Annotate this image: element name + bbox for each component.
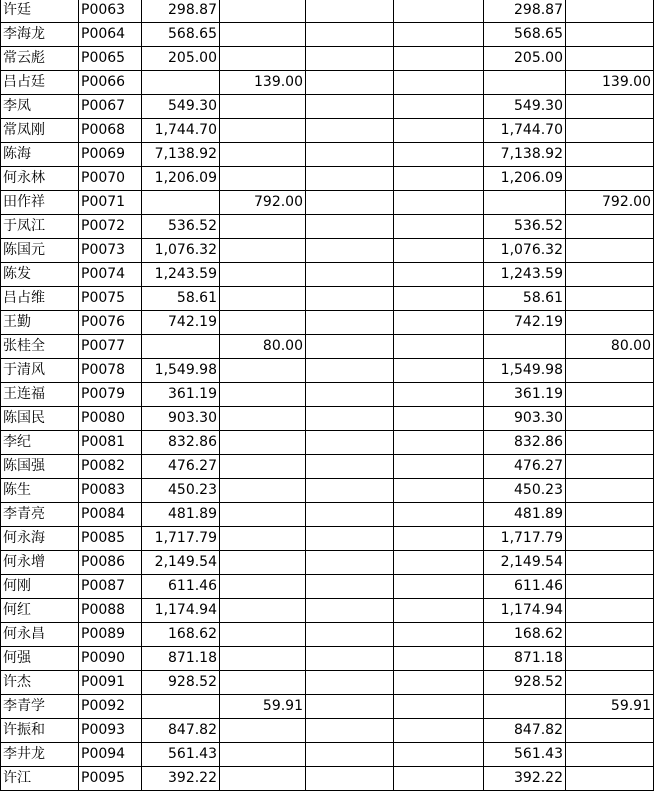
name-cell[interactable]: 何永昌: [1, 623, 79, 647]
total-cell[interactable]: 58.61: [484, 287, 566, 311]
amount-cell[interactable]: 1,206.09: [142, 167, 220, 191]
empty-cell[interactable]: [394, 743, 484, 767]
total-cell[interactable]: 832.86: [484, 431, 566, 455]
table-row: [1, 167, 654, 191]
empty-cell[interactable]: [394, 311, 484, 335]
amount-alt-cell[interactable]: [220, 671, 306, 695]
table-row: [1, 671, 654, 695]
total-cell[interactable]: 903.30: [484, 407, 566, 431]
name-cell[interactable]: 何永林: [1, 167, 79, 191]
name-cell[interactable]: 陈国民: [1, 407, 79, 431]
name-cell[interactable]: 李海龙: [1, 23, 79, 47]
employee-code-cell[interactable]: P0068: [79, 119, 142, 143]
total-cell[interactable]: 7,138.92: [484, 143, 566, 167]
empty-cell[interactable]: [394, 239, 484, 263]
amount-alt-cell[interactable]: [220, 359, 306, 383]
total-alt-cell[interactable]: [566, 407, 654, 431]
table-row: [1, 47, 654, 71]
table-row: [1, 647, 654, 671]
table-row: [1, 239, 654, 263]
total-alt-cell[interactable]: [566, 119, 654, 143]
total-cell[interactable]: 847.82: [484, 719, 566, 743]
amount-cell[interactable]: 168.62: [142, 623, 220, 647]
name-cell[interactable]: 于清风: [1, 359, 79, 383]
table-row: [1, 119, 654, 143]
empty-cell[interactable]: [394, 23, 484, 47]
total-alt-cell[interactable]: [566, 623, 654, 647]
empty-cell[interactable]: [394, 527, 484, 551]
amount-cell[interactable]: 450.23: [142, 479, 220, 503]
total-alt-cell[interactable]: [566, 47, 654, 71]
table-row: [1, 23, 654, 47]
total-alt-cell[interactable]: [566, 527, 654, 551]
employee-code-cell[interactable]: P0075: [79, 287, 142, 311]
total-alt-cell[interactable]: [566, 455, 654, 479]
total-cell[interactable]: 392.22: [484, 767, 566, 791]
empty-cell[interactable]: [306, 263, 394, 287]
table-row: [1, 623, 654, 647]
total-cell[interactable]: 568.65: [484, 23, 566, 47]
name-cell[interactable]: 李青亮: [1, 503, 79, 527]
total-alt-cell[interactable]: 59.91: [566, 695, 654, 719]
empty-cell[interactable]: [394, 479, 484, 503]
amount-cell[interactable]: 1,744.70: [142, 119, 220, 143]
employee-code-cell[interactable]: P0091: [79, 671, 142, 695]
amount-alt-cell[interactable]: [220, 0, 306, 23]
name-cell[interactable]: 吕占廷: [1, 71, 79, 95]
empty-cell[interactable]: [306, 239, 394, 263]
amount-cell[interactable]: 481.89: [142, 503, 220, 527]
empty-cell[interactable]: [394, 215, 484, 239]
total-cell[interactable]: [484, 335, 566, 359]
total-alt-cell[interactable]: 139.00: [566, 71, 654, 95]
empty-cell[interactable]: [394, 455, 484, 479]
empty-cell[interactable]: [306, 143, 394, 167]
total-alt-cell[interactable]: [566, 23, 654, 47]
employee-code-cell[interactable]: P0095: [79, 767, 142, 791]
empty-cell[interactable]: [394, 287, 484, 311]
amount-alt-cell[interactable]: 792.00: [220, 191, 306, 215]
empty-cell[interactable]: [306, 47, 394, 71]
name-cell[interactable]: 田作祥: [1, 191, 79, 215]
amount-alt-cell[interactable]: [220, 215, 306, 239]
employee-code-cell[interactable]: P0066: [79, 71, 142, 95]
total-cell[interactable]: 1,549.98: [484, 359, 566, 383]
name-cell[interactable]: 何永海: [1, 527, 79, 551]
empty-cell[interactable]: [394, 551, 484, 575]
empty-cell[interactable]: [306, 71, 394, 95]
empty-cell[interactable]: [306, 215, 394, 239]
table-row: [1, 335, 654, 359]
amount-cell[interactable]: 549.30: [142, 95, 220, 119]
employee-code-cell[interactable]: P0074: [79, 263, 142, 287]
table-row: [1, 719, 654, 743]
amount-cell[interactable]: [142, 695, 220, 719]
amount-cell[interactable]: 847.82: [142, 719, 220, 743]
total-cell[interactable]: 1,076.32: [484, 239, 566, 263]
employee-code-cell[interactable]: P0094: [79, 743, 142, 767]
empty-cell[interactable]: [394, 767, 484, 791]
empty-cell[interactable]: [306, 0, 394, 23]
empty-cell[interactable]: [394, 263, 484, 287]
total-cell[interactable]: 742.19: [484, 311, 566, 335]
table-row: [1, 143, 654, 167]
name-cell[interactable]: 李凤: [1, 95, 79, 119]
empty-cell[interactable]: [306, 311, 394, 335]
amount-cell[interactable]: 1,174.94: [142, 599, 220, 623]
empty-cell[interactable]: [306, 767, 394, 791]
empty-cell[interactable]: [306, 503, 394, 527]
total-cell[interactable]: 450.23: [484, 479, 566, 503]
empty-cell[interactable]: [306, 23, 394, 47]
empty-cell[interactable]: [306, 287, 394, 311]
employee-code-cell[interactable]: P0065: [79, 47, 142, 71]
amount-cell[interactable]: [142, 71, 220, 95]
total-alt-cell[interactable]: 80.00: [566, 335, 654, 359]
employee-code-cell[interactable]: P0084: [79, 503, 142, 527]
table-row: [1, 695, 654, 719]
table-row: [1, 479, 654, 503]
total-alt-cell[interactable]: [566, 0, 654, 23]
amount-alt-cell[interactable]: [220, 431, 306, 455]
name-cell[interactable]: 陈发: [1, 263, 79, 287]
empty-cell[interactable]: [394, 575, 484, 599]
total-cell[interactable]: 549.30: [484, 95, 566, 119]
amount-alt-cell[interactable]: [220, 167, 306, 191]
total-cell[interactable]: 611.46: [484, 575, 566, 599]
amount-cell[interactable]: 742.19: [142, 311, 220, 335]
total-alt-cell[interactable]: [566, 287, 654, 311]
name-cell[interactable]: 陈海: [1, 143, 79, 167]
empty-cell[interactable]: [394, 119, 484, 143]
total-cell[interactable]: 1,243.59: [484, 263, 566, 287]
empty-cell[interactable]: [306, 671, 394, 695]
name-cell[interactable]: 常凤刚: [1, 119, 79, 143]
amount-alt-cell[interactable]: [220, 263, 306, 287]
table-row: [1, 527, 654, 551]
total-cell[interactable]: 1,717.79: [484, 527, 566, 551]
empty-cell[interactable]: [394, 383, 484, 407]
table-row: [1, 359, 654, 383]
table-row: [1, 431, 654, 455]
employee-code-cell[interactable]: P0082: [79, 455, 142, 479]
employee-code-cell[interactable]: P0064: [79, 23, 142, 47]
table-row: [1, 551, 654, 575]
name-cell[interactable]: 许江: [1, 767, 79, 791]
total-cell[interactable]: 2,149.54: [484, 551, 566, 575]
amount-cell[interactable]: 205.00: [142, 47, 220, 71]
employee-code-cell[interactable]: P0063: [79, 0, 142, 23]
table-row: [1, 311, 654, 335]
amount-alt-cell[interactable]: 80.00: [220, 335, 306, 359]
empty-cell[interactable]: [394, 599, 484, 623]
amount-alt-cell[interactable]: [220, 407, 306, 431]
total-alt-cell[interactable]: [566, 719, 654, 743]
amount-cell[interactable]: 871.18: [142, 647, 220, 671]
amount-alt-cell[interactable]: [220, 143, 306, 167]
amount-cell[interactable]: 611.46: [142, 575, 220, 599]
name-cell[interactable]: 何红: [1, 599, 79, 623]
table-row: [1, 215, 654, 239]
empty-cell[interactable]: [306, 623, 394, 647]
amount-cell[interactable]: 928.52: [142, 671, 220, 695]
total-alt-cell[interactable]: [566, 239, 654, 263]
table-row: [1, 71, 654, 95]
amount-alt-cell[interactable]: 59.91: [220, 695, 306, 719]
employee-code-cell[interactable]: P0089: [79, 623, 142, 647]
amount-alt-cell[interactable]: [220, 239, 306, 263]
total-alt-cell[interactable]: [566, 143, 654, 167]
amount-alt-cell[interactable]: [220, 383, 306, 407]
employee-code-cell[interactable]: P0067: [79, 95, 142, 119]
total-cell[interactable]: 561.43: [484, 743, 566, 767]
amount-alt-cell[interactable]: [220, 455, 306, 479]
amount-alt-cell[interactable]: [220, 527, 306, 551]
amount-cell[interactable]: 298.87: [142, 0, 220, 23]
total-alt-cell[interactable]: [566, 503, 654, 527]
empty-cell[interactable]: [394, 191, 484, 215]
amount-alt-cell[interactable]: [220, 719, 306, 743]
amount-alt-cell[interactable]: [220, 311, 306, 335]
empty-cell[interactable]: [394, 0, 484, 23]
table-row: [1, 287, 654, 311]
empty-cell[interactable]: [306, 527, 394, 551]
employee-code-cell[interactable]: P0070: [79, 167, 142, 191]
employee-code-cell[interactable]: P0076: [79, 311, 142, 335]
total-alt-cell[interactable]: [566, 671, 654, 695]
name-cell[interactable]: 陈国强: [1, 455, 79, 479]
empty-cell[interactable]: [394, 623, 484, 647]
empty-cell[interactable]: [394, 167, 484, 191]
amount-alt-cell[interactable]: [220, 647, 306, 671]
total-alt-cell[interactable]: [566, 359, 654, 383]
amount-cell[interactable]: 1,549.98: [142, 359, 220, 383]
empty-cell[interactable]: [394, 695, 484, 719]
employee-code-cell[interactable]: P0086: [79, 551, 142, 575]
empty-cell[interactable]: [306, 479, 394, 503]
empty-cell[interactable]: [394, 431, 484, 455]
amount-cell[interactable]: 1,076.32: [142, 239, 220, 263]
amount-alt-cell[interactable]: [220, 503, 306, 527]
employee-code-cell[interactable]: P0072: [79, 215, 142, 239]
amount-alt-cell[interactable]: [220, 95, 306, 119]
table-row: [1, 455, 654, 479]
employee-code-cell[interactable]: P0081: [79, 431, 142, 455]
amount-cell[interactable]: 392.22: [142, 767, 220, 791]
empty-cell[interactable]: [306, 359, 394, 383]
total-alt-cell[interactable]: [566, 647, 654, 671]
empty-cell[interactable]: [306, 719, 394, 743]
amount-cell[interactable]: [142, 335, 220, 359]
total-cell[interactable]: [484, 191, 566, 215]
total-cell[interactable]: 871.18: [484, 647, 566, 671]
table-row: [1, 95, 654, 119]
employee-code-cell[interactable]: P0090: [79, 647, 142, 671]
name-cell[interactable]: 陈国元: [1, 239, 79, 263]
name-cell[interactable]: 李青学: [1, 695, 79, 719]
amount-alt-cell[interactable]: 139.00: [220, 71, 306, 95]
empty-cell[interactable]: [306, 191, 394, 215]
total-cell[interactable]: 298.87: [484, 0, 566, 23]
employee-code-cell[interactable]: P0093: [79, 719, 142, 743]
employee-code-cell[interactable]: P0077: [79, 335, 142, 359]
empty-cell[interactable]: [306, 647, 394, 671]
amount-cell[interactable]: 58.61: [142, 287, 220, 311]
amount-cell[interactable]: 568.65: [142, 23, 220, 47]
total-alt-cell[interactable]: [566, 479, 654, 503]
empty-cell[interactable]: [306, 383, 394, 407]
table-row: [1, 0, 654, 23]
empty-cell[interactable]: [394, 71, 484, 95]
table-row: [1, 503, 654, 527]
name-cell[interactable]: 李井龙: [1, 743, 79, 767]
employee-code-cell[interactable]: P0087: [79, 575, 142, 599]
employee-code-cell[interactable]: P0073: [79, 239, 142, 263]
amount-cell[interactable]: 536.52: [142, 215, 220, 239]
amount-alt-cell[interactable]: [220, 599, 306, 623]
empty-cell[interactable]: [306, 599, 394, 623]
total-cell[interactable]: 168.62: [484, 623, 566, 647]
amount-cell[interactable]: 7,138.92: [142, 143, 220, 167]
amount-alt-cell[interactable]: [220, 767, 306, 791]
empty-cell[interactable]: [394, 335, 484, 359]
employee-code-cell[interactable]: P0078: [79, 359, 142, 383]
name-cell[interactable]: 于凤江: [1, 215, 79, 239]
name-cell[interactable]: 李纪: [1, 431, 79, 455]
empty-cell[interactable]: [306, 551, 394, 575]
employee-code-cell[interactable]: P0069: [79, 143, 142, 167]
name-cell[interactable]: 陈生: [1, 479, 79, 503]
total-cell[interactable]: 1,206.09: [484, 167, 566, 191]
total-alt-cell[interactable]: [566, 167, 654, 191]
empty-cell[interactable]: [394, 671, 484, 695]
amount-cell[interactable]: 476.27: [142, 455, 220, 479]
total-alt-cell[interactable]: [566, 599, 654, 623]
table-row: [1, 407, 654, 431]
total-alt-cell[interactable]: [566, 431, 654, 455]
employee-code-cell[interactable]: P0083: [79, 479, 142, 503]
empty-cell[interactable]: [394, 143, 484, 167]
employee-code-cell[interactable]: P0092: [79, 695, 142, 719]
name-cell[interactable]: 许杰: [1, 671, 79, 695]
empty-cell[interactable]: [306, 455, 394, 479]
total-cell[interactable]: 1,744.70: [484, 119, 566, 143]
empty-cell[interactable]: [394, 47, 484, 71]
empty-cell[interactable]: [306, 335, 394, 359]
employee-code-cell[interactable]: P0071: [79, 191, 142, 215]
amount-cell[interactable]: 1,243.59: [142, 263, 220, 287]
total-alt-cell[interactable]: [566, 767, 654, 791]
empty-cell[interactable]: [394, 647, 484, 671]
total-alt-cell[interactable]: [566, 95, 654, 119]
employee-code-cell[interactable]: P0085: [79, 527, 142, 551]
table-row: [1, 599, 654, 623]
name-cell[interactable]: 何永增: [1, 551, 79, 575]
empty-cell[interactable]: [394, 359, 484, 383]
employee-code-cell[interactable]: P0088: [79, 599, 142, 623]
total-alt-cell[interactable]: [566, 383, 654, 407]
employee-code-cell[interactable]: P0079: [79, 383, 142, 407]
name-cell[interactable]: 吕占维: [1, 287, 79, 311]
total-cell[interactable]: 205.00: [484, 47, 566, 71]
empty-cell[interactable]: [306, 95, 394, 119]
grid-body: [1, 0, 654, 791]
employee-code-cell[interactable]: P0080: [79, 407, 142, 431]
amount-cell[interactable]: 903.30: [142, 407, 220, 431]
name-cell[interactable]: 何强: [1, 647, 79, 671]
empty-cell[interactable]: [394, 719, 484, 743]
name-cell[interactable]: 何刚: [1, 575, 79, 599]
empty-cell[interactable]: [306, 743, 394, 767]
amount-cell[interactable]: 561.43: [142, 743, 220, 767]
table-row: [1, 383, 654, 407]
empty-cell[interactable]: [306, 119, 394, 143]
total-cell[interactable]: 476.27: [484, 455, 566, 479]
amount-alt-cell[interactable]: [220, 119, 306, 143]
table-row: [1, 263, 654, 287]
amount-alt-cell[interactable]: [220, 551, 306, 575]
total-cell[interactable]: [484, 695, 566, 719]
total-alt-cell[interactable]: [566, 263, 654, 287]
table-row: [1, 191, 654, 215]
amount-alt-cell[interactable]: [220, 23, 306, 47]
empty-cell[interactable]: [306, 167, 394, 191]
name-cell[interactable]: 王连福: [1, 383, 79, 407]
total-alt-cell[interactable]: 792.00: [566, 191, 654, 215]
amount-cell[interactable]: [142, 191, 220, 215]
name-cell[interactable]: 王勤: [1, 311, 79, 335]
amount-alt-cell[interactable]: [220, 47, 306, 71]
total-cell[interactable]: 361.19: [484, 383, 566, 407]
name-cell[interactable]: 许廷: [1, 0, 79, 23]
total-alt-cell[interactable]: [566, 551, 654, 575]
empty-cell[interactable]: [306, 575, 394, 599]
amount-alt-cell[interactable]: [220, 287, 306, 311]
total-cell[interactable]: [484, 71, 566, 95]
empty-cell[interactable]: [306, 695, 394, 719]
amount-alt-cell[interactable]: [220, 575, 306, 599]
amount-cell[interactable]: 361.19: [142, 383, 220, 407]
total-cell[interactable]: 928.52: [484, 671, 566, 695]
total-cell[interactable]: 481.89: [484, 503, 566, 527]
name-cell[interactable]: 常云彪: [1, 47, 79, 71]
table-row: [1, 575, 654, 599]
total-cell[interactable]: 1,174.94: [484, 599, 566, 623]
total-cell[interactable]: 536.52: [484, 215, 566, 239]
amount-cell[interactable]: 2,149.54: [142, 551, 220, 575]
name-cell[interactable]: 张桂全: [1, 335, 79, 359]
empty-cell[interactable]: [306, 431, 394, 455]
total-alt-cell[interactable]: [566, 311, 654, 335]
table-row: [1, 767, 654, 791]
amount-cell[interactable]: 1,717.79: [142, 527, 220, 551]
table-row: [1, 743, 654, 767]
name-cell[interactable]: 许振和: [1, 719, 79, 743]
amount-alt-cell[interactable]: [220, 479, 306, 503]
total-alt-cell[interactable]: [566, 575, 654, 599]
empty-cell[interactable]: [394, 503, 484, 527]
amount-alt-cell[interactable]: [220, 623, 306, 647]
total-alt-cell[interactable]: [566, 215, 654, 239]
total-alt-cell[interactable]: [566, 743, 654, 767]
empty-cell[interactable]: [394, 95, 484, 119]
amount-cell[interactable]: 832.86: [142, 431, 220, 455]
empty-cell[interactable]: [306, 407, 394, 431]
empty-cell[interactable]: [394, 407, 484, 431]
amount-alt-cell[interactable]: [220, 743, 306, 767]
